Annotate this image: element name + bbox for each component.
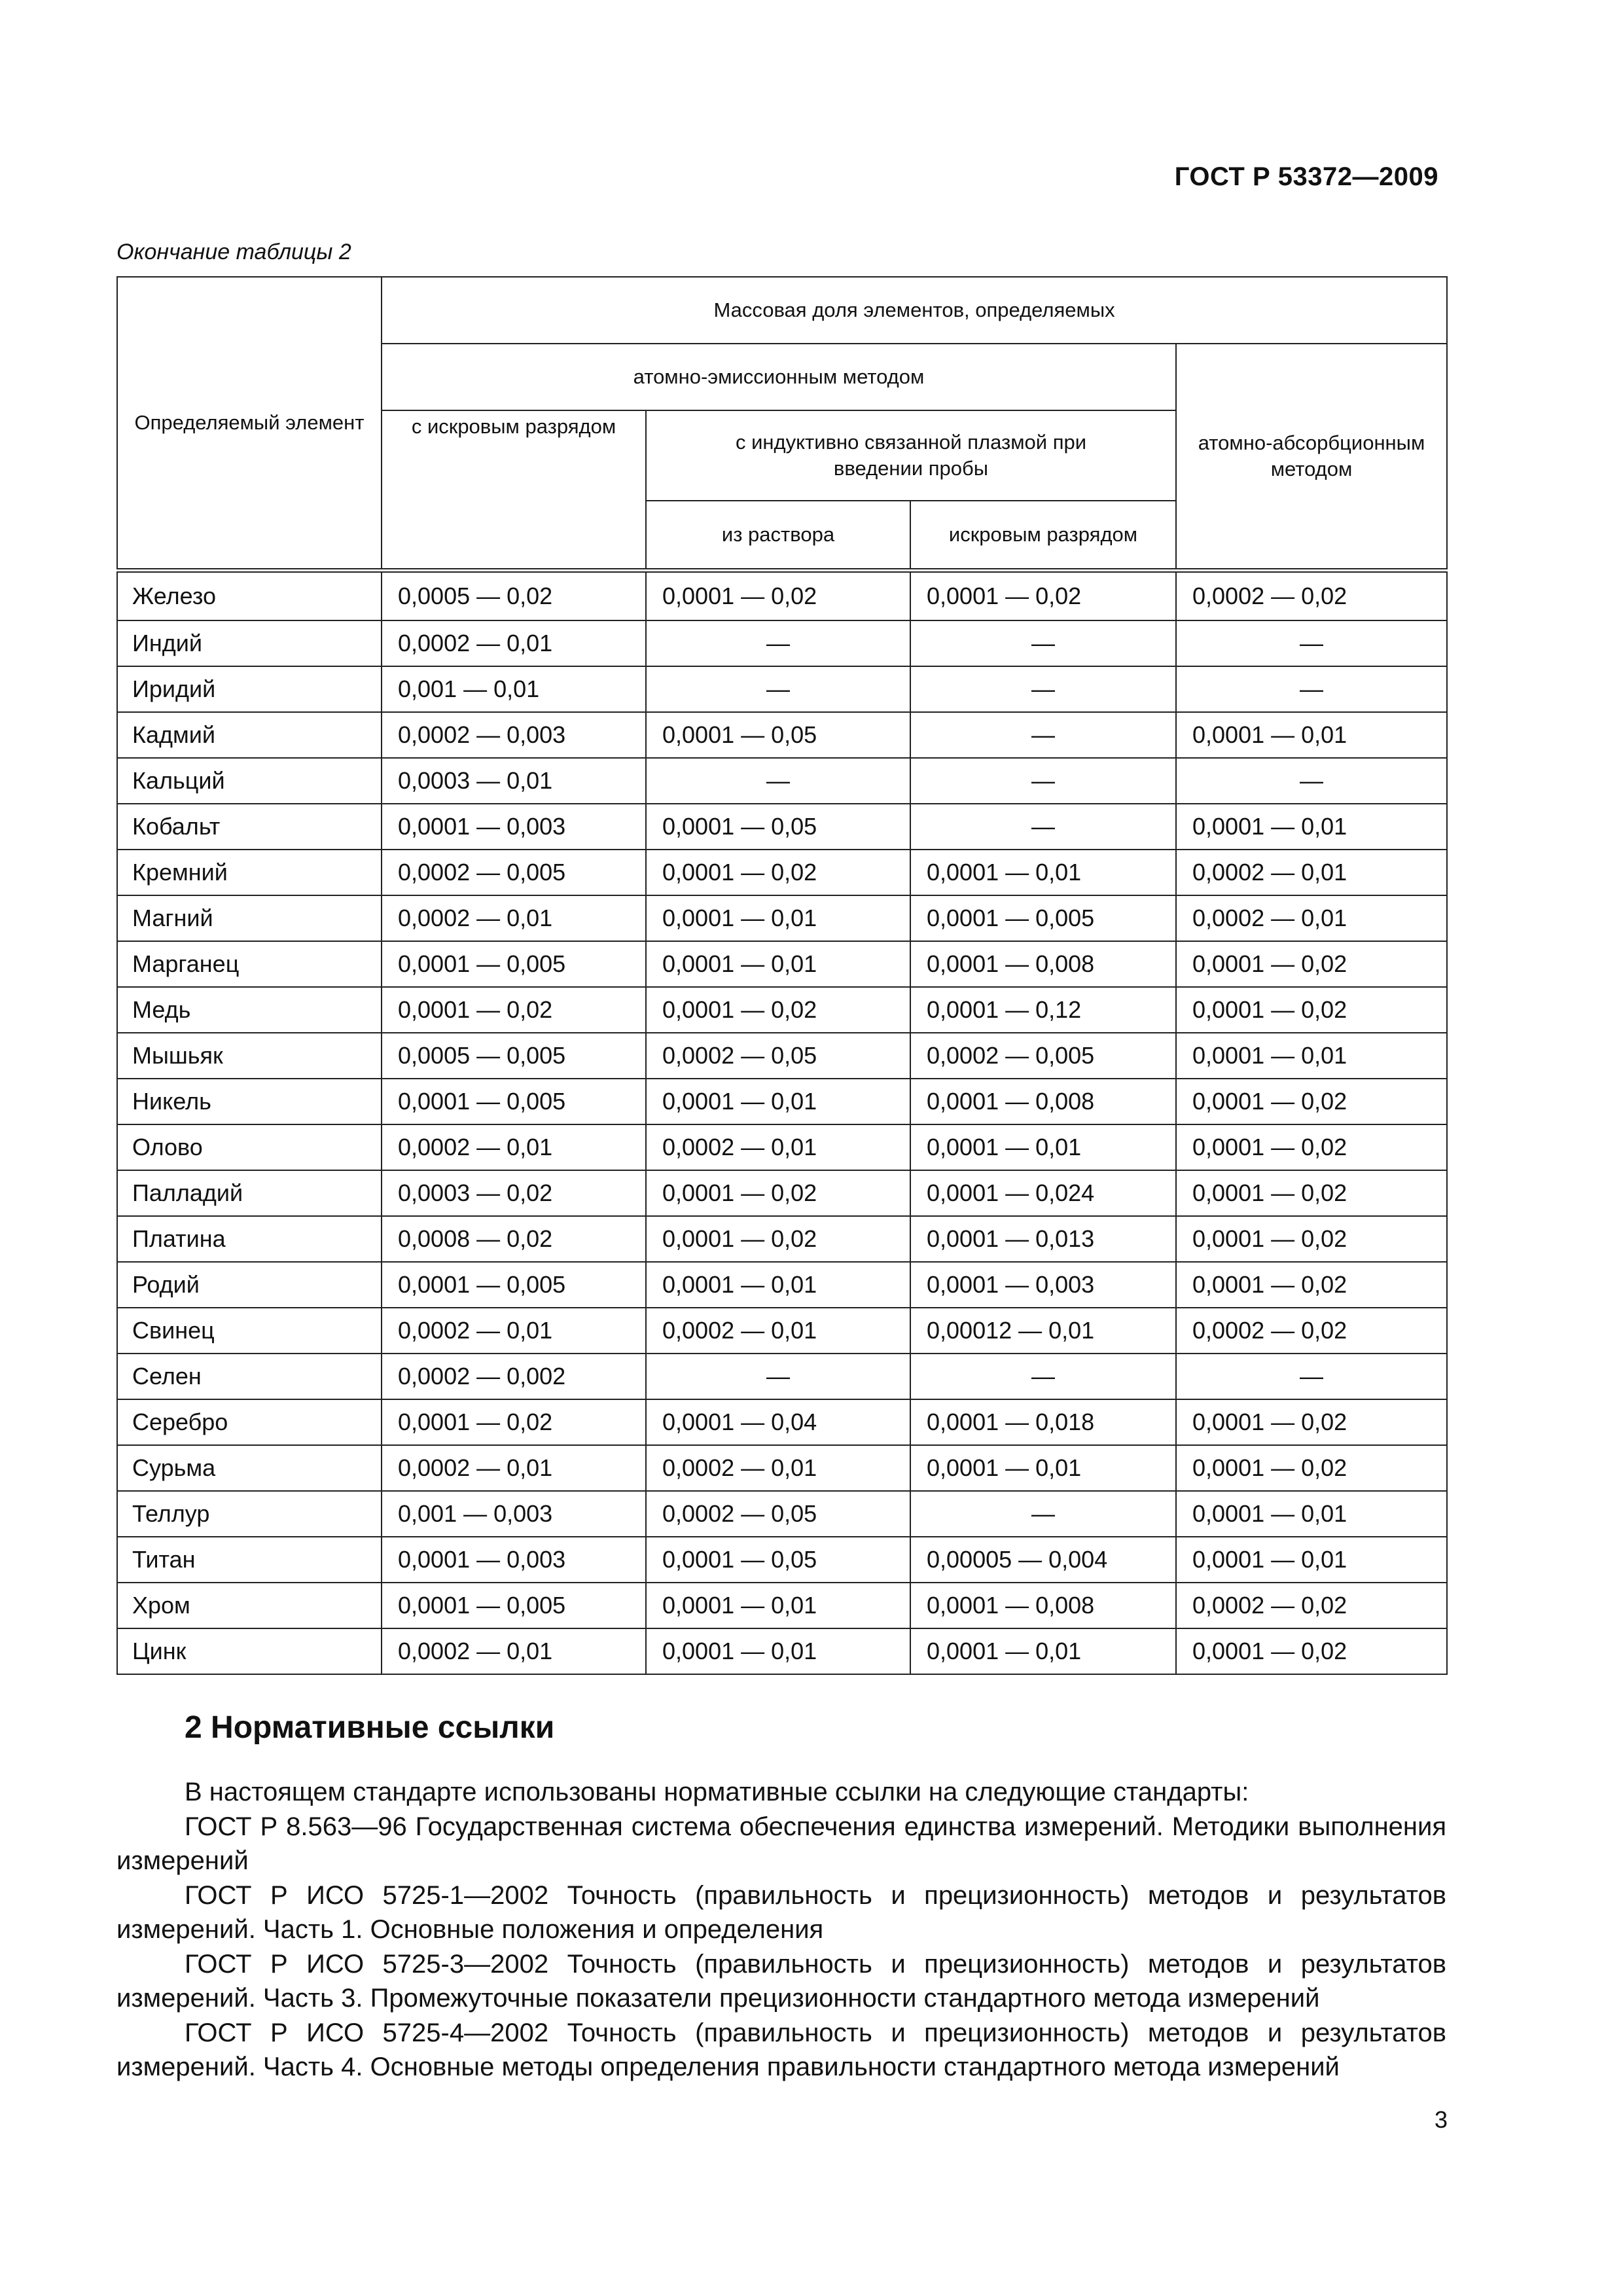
value-cell: 0,0001 — 0,02 — [1176, 1262, 1447, 1308]
table-row — [117, 1628, 1447, 1674]
value-cell: — — [910, 620, 1176, 666]
table-row — [117, 1399, 1447, 1445]
value-cell: 0,0002 — 0,05 — [646, 1491, 910, 1537]
value-cell: 0,0003 — 0,02 — [382, 1170, 646, 1216]
element-name-cell: Никель — [117, 1079, 382, 1124]
value-cell: 0,0001 — 0,01 — [646, 895, 910, 941]
value-cell: — — [646, 758, 910, 804]
table-row — [117, 1033, 1447, 1079]
reference-item: ГОСТ Р 8.563—96 Государственная система обеспечения единства измерений. Методики выполнения измерений — [116, 1812, 1446, 1875]
value-cell: — — [910, 1491, 1176, 1537]
table-row — [117, 620, 1447, 666]
value-cell: — — [1176, 620, 1447, 666]
table-row — [117, 850, 1447, 895]
value-cell: 0,0008 — 0,02 — [382, 1216, 646, 1262]
value-cell: 0,0002 — 0,05 — [646, 1033, 910, 1079]
value-cell: 0,0002 — 0,01 — [382, 895, 646, 941]
value-cell: 0,0001 — 0,02 — [1176, 1399, 1447, 1445]
value-cell: 0,0001 — 0,02 — [1176, 1216, 1447, 1262]
value-cell: 0,0001 — 0,01 — [910, 850, 1176, 895]
value-cell: 0,0001 — 0,05 — [646, 1537, 910, 1583]
element-name-cell: Серебро — [117, 1399, 382, 1445]
header-icp: с индуктивно связанной плазмой при введении пробы — [646, 410, 1176, 501]
value-cell: 0,0001 — 0,024 — [910, 1170, 1176, 1216]
value-cell: — — [1176, 758, 1447, 804]
value-cell: 0,0001 — 0,02 — [646, 1216, 910, 1262]
value-cell: 0,0005 — 0,02 — [382, 571, 646, 621]
value-cell: 0,0001 — 0,003 — [382, 1537, 646, 1583]
value-cell: 0,0001 — 0,01 — [646, 1262, 910, 1308]
element-name-cell: Марганец — [117, 941, 382, 987]
value-cell: 0,0001 — 0,12 — [910, 987, 1176, 1033]
value-cell: 0,0001 — 0,01 — [646, 941, 910, 987]
header-from-solution: из раствора — [646, 501, 910, 571]
table-body — [117, 571, 1447, 1675]
value-cell: 0,0002 — 0,003 — [382, 712, 646, 758]
page-number: 3 — [1434, 2106, 1448, 2133]
value-cell: 0,001 — 0,003 — [382, 1491, 646, 1537]
value-cell: 0,0001 — 0,008 — [910, 1079, 1176, 1124]
element-name-cell: Кремний — [117, 850, 382, 895]
value-cell: — — [646, 666, 910, 712]
value-cell: 0,0001 — 0,02 — [1176, 1445, 1447, 1491]
element-name-cell: Хром — [117, 1583, 382, 1628]
value-cell: — — [910, 758, 1176, 804]
table-row — [117, 1308, 1447, 1354]
value-cell: 0,0003 — 0,01 — [382, 758, 646, 804]
element-name-cell: Олово — [117, 1124, 382, 1170]
value-cell: 0,0001 — 0,02 — [646, 850, 910, 895]
table-caption: Окончание таблицы 2 — [116, 240, 351, 264]
header-element: Определяемый элемент — [117, 277, 382, 571]
value-cell: 0,0002 — 0,002 — [382, 1354, 646, 1399]
table-row — [117, 1124, 1447, 1170]
reference-item: ГОСТ Р ИСО 5725-3—2002 Точность (правильность и прецизионность) методов и результатов измерений. Часть 3. Промежуточные показатели прецизионности стандартного метода измерений — [116, 1949, 1446, 2013]
value-cell: 0,0001 — 0,02 — [646, 1170, 910, 1216]
value-cell: 0,0001 — 0,05 — [646, 804, 910, 850]
element-name-cell: Кадмий — [117, 712, 382, 758]
value-cell: 0,0001 — 0,005 — [382, 1583, 646, 1628]
document-code: ГОСТ Р 53372—2009 — [1174, 162, 1438, 191]
table-row — [117, 895, 1447, 941]
element-name-cell: Родий — [117, 1262, 382, 1308]
element-name-cell: Кальций — [117, 758, 382, 804]
section-title: 2 Нормативные ссылки — [185, 1710, 555, 1745]
element-name-cell: Индий — [117, 620, 382, 666]
value-cell: 0,0001 — 0,01 — [1176, 1491, 1447, 1537]
value-cell: — — [910, 1354, 1176, 1399]
value-cell: — — [1176, 1354, 1447, 1399]
value-cell: 0,0001 — 0,013 — [910, 1216, 1176, 1262]
table-row — [117, 1262, 1447, 1308]
value-cell: — — [910, 804, 1176, 850]
element-name-cell: Селен — [117, 1354, 382, 1399]
element-name-cell: Медь — [117, 987, 382, 1033]
element-name-cell: Палладий — [117, 1170, 382, 1216]
value-cell: 0,0001 — 0,02 — [1176, 1124, 1447, 1170]
header-spark-discharge: с искровым разрядом — [382, 410, 646, 571]
value-cell: — — [646, 620, 910, 666]
value-cell: 0,0002 — 0,01 — [382, 1628, 646, 1674]
value-cell: 0,0002 — 0,01 — [382, 1124, 646, 1170]
value-cell: 0,0001 — 0,005 — [910, 895, 1176, 941]
value-cell: 0,0001 — 0,018 — [910, 1399, 1176, 1445]
table-row — [117, 1537, 1447, 1583]
table-row — [117, 1170, 1447, 1216]
reference-item: ГОСТ Р ИСО 5725-1—2002 Точность (правильность и прецизионность) методов и результатов измерений. Часть 1. Основные положения и определения — [116, 1880, 1446, 1944]
value-cell: 0,0002 — 0,01 — [646, 1445, 910, 1491]
value-cell: 0,0001 — 0,008 — [910, 941, 1176, 987]
table-row — [117, 1079, 1447, 1124]
value-cell: 0,0001 — 0,02 — [382, 1399, 646, 1445]
element-name-cell: Магний — [117, 895, 382, 941]
table-row — [117, 1445, 1447, 1491]
value-cell: 0,0001 — 0,02 — [1176, 1079, 1447, 1124]
value-cell: 0,0002 — 0,005 — [382, 850, 646, 895]
value-cell: 0,0001 — 0,01 — [910, 1124, 1176, 1170]
element-name-cell: Титан — [117, 1537, 382, 1583]
value-cell: — — [1176, 666, 1447, 712]
table-row — [117, 1216, 1447, 1262]
value-cell: 0,0001 — 0,01 — [646, 1628, 910, 1674]
value-cell: 0,0001 — 0,02 — [646, 571, 910, 621]
value-cell: 0,0002 — 0,01 — [382, 620, 646, 666]
value-cell: 0,0001 — 0,02 — [910, 571, 1176, 621]
value-cell: 0,0002 — 0,02 — [1176, 1308, 1447, 1354]
value-cell: 0,0001 — 0,02 — [382, 987, 646, 1033]
table-row — [117, 804, 1447, 850]
value-cell: 0,0002 — 0,01 — [1176, 895, 1447, 941]
value-cell: — — [646, 1354, 910, 1399]
value-cell: 0,0001 — 0,02 — [1176, 1628, 1447, 1674]
value-cell: 0,0001 — 0,01 — [1176, 1537, 1447, 1583]
element-name-cell: Теллур — [117, 1491, 382, 1537]
element-name-cell: Свинец — [117, 1308, 382, 1354]
value-cell: 0,0001 — 0,01 — [910, 1445, 1176, 1491]
table-row — [117, 1583, 1447, 1628]
table-row — [117, 987, 1447, 1033]
element-name-cell: Кобальт — [117, 804, 382, 850]
element-mass-fraction-table — [116, 276, 1448, 1675]
header-aes-method: атомно-эмиссионным методом — [382, 344, 1176, 410]
value-cell: 0,0001 — 0,02 — [1176, 987, 1447, 1033]
value-cell: 0,0001 — 0,05 — [646, 712, 910, 758]
table-row — [117, 1491, 1447, 1537]
value-cell: 0,0002 — 0,01 — [646, 1124, 910, 1170]
value-cell: 0,0002 — 0,01 — [382, 1445, 646, 1491]
table-row — [117, 666, 1447, 712]
element-name-cell: Мышьяк — [117, 1033, 382, 1079]
value-cell: 0,0002 — 0,02 — [1176, 571, 1447, 621]
section-body — [116, 1775, 1446, 2085]
table-row — [117, 941, 1447, 987]
value-cell: 0,0001 — 0,02 — [1176, 1170, 1447, 1216]
value-cell: 0,0001 — 0,02 — [646, 987, 910, 1033]
paragraph: В настоящем стандарте использованы нормативные ссылки на следующие стандарты: — [185, 1778, 1249, 1806]
header-mass-fraction: Массовая доля элементов, определяемых — [382, 277, 1447, 344]
header-aas-method: атомно-абсорбционным методом — [1176, 344, 1447, 571]
value-cell: 0,0001 — 0,01 — [1176, 804, 1447, 850]
value-cell: 0,00012 — 0,01 — [910, 1308, 1176, 1354]
value-cell: 0,0002 — 0,01 — [1176, 850, 1447, 895]
table-row — [117, 1354, 1447, 1399]
value-cell: — — [910, 712, 1176, 758]
reference-item: ГОСТ Р ИСО 5725-4—2002 Точность (правильность и прецизионность) методов и результатов измерений. Часть 4. Основные методы определения правильности стандартного метода измерений — [116, 2018, 1446, 2081]
value-cell: 0,0001 — 0,005 — [382, 1262, 646, 1308]
value-cell: 0,0001 — 0,01 — [646, 1583, 910, 1628]
value-cell: — — [910, 666, 1176, 712]
value-cell: 0,00005 — 0,004 — [910, 1537, 1176, 1583]
element-name-cell: Цинк — [117, 1628, 382, 1674]
value-cell: 0,0001 — 0,003 — [382, 804, 646, 850]
header-icp-spark: искровым разрядом — [910, 501, 1176, 571]
value-cell: 0,0002 — 0,005 — [910, 1033, 1176, 1079]
value-cell: 0,0001 — 0,003 — [910, 1262, 1176, 1308]
value-cell: 0,0001 — 0,02 — [1176, 941, 1447, 987]
value-cell: 0,0002 — 0,01 — [646, 1308, 910, 1354]
element-name-cell: Иридий — [117, 666, 382, 712]
value-cell: 0,0001 — 0,01 — [1176, 712, 1447, 758]
element-name-cell: Железо — [117, 571, 382, 621]
element-name-cell: Сурьма — [117, 1445, 382, 1491]
value-cell: 0,0002 — 0,02 — [1176, 1583, 1447, 1628]
table-row — [117, 758, 1447, 804]
value-cell: 0,0001 — 0,01 — [910, 1628, 1176, 1674]
value-cell: 0,0001 — 0,008 — [910, 1583, 1176, 1628]
table-row — [117, 571, 1447, 621]
table-row — [117, 712, 1447, 758]
value-cell: 0,0002 — 0,01 — [382, 1308, 646, 1354]
value-cell: 0,0001 — 0,04 — [646, 1399, 910, 1445]
value-cell: 0,0001 — 0,01 — [646, 1079, 910, 1124]
value-cell: 0,0005 — 0,005 — [382, 1033, 646, 1079]
value-cell: 0,0001 — 0,005 — [382, 1079, 646, 1124]
value-cell: 0,001 — 0,01 — [382, 666, 646, 712]
value-cell: 0,0001 — 0,005 — [382, 941, 646, 987]
element-name-cell: Платина — [117, 1216, 382, 1262]
value-cell: 0,0001 — 0,01 — [1176, 1033, 1447, 1079]
